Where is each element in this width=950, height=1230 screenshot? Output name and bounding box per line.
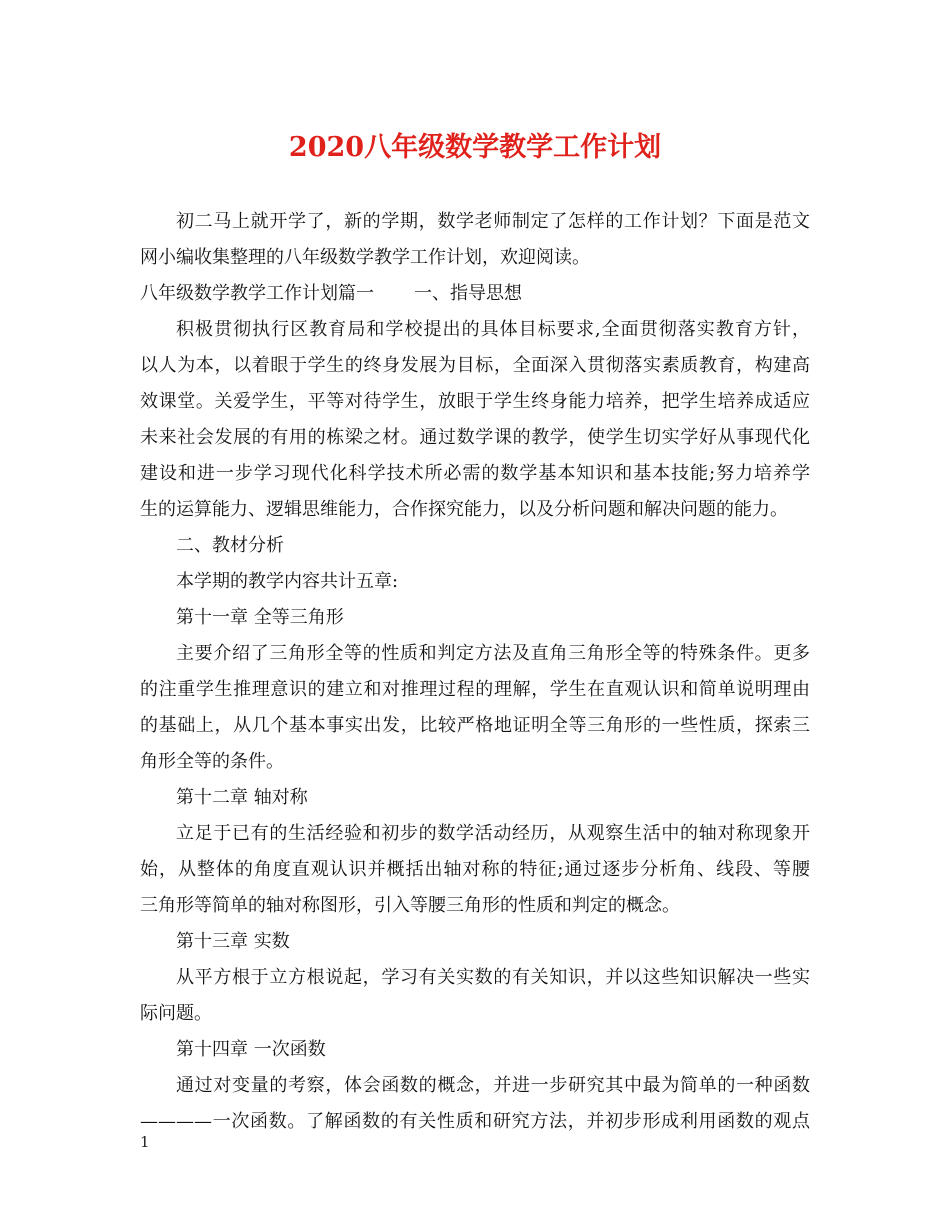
- chapter-13-line-1: 从平方根于立方根说起，学习有关实数的有关知识，并以这些知识解决一些实: [176, 967, 810, 988]
- guiding-ideas-line-1: 积极贯彻执行区教育局和学校提出的具体目标要求,全面贯彻落实教育方针，: [176, 319, 810, 340]
- chapter-13-heading: 第十三章 实数: [176, 931, 290, 952]
- guiding-ideas-line-2: 以人为本，以着眼于学生的终身发展为目标，全面深入贯彻落实素质教育，构建高: [140, 355, 810, 376]
- textbook-analysis-heading: 二、教材分析: [176, 535, 284, 556]
- content-summary-line: 本学期的教学内容共计五章:: [176, 571, 399, 592]
- chapter-11-heading: 第十一章 全等三角形: [176, 607, 344, 628]
- intro-line-2: 网小编收集整理的八年级数学教学工作计划，欢迎阅读。: [140, 247, 590, 268]
- page-title: 2020八年级数学教学工作计划: [288, 132, 662, 163]
- chapter-12-line-2: 始，从整体的角度直观认识并概括出轴对称的特征;通过逐步分析角、线段、等腰: [140, 859, 810, 880]
- section-heading-line: [140, 276, 810, 312]
- chapter-12-line-1: 立足于已有的生活经验和初步的数学活动经历，从观察生活中的轴对称现象开: [176, 823, 810, 844]
- chapter-12-line-3: 三角形等简单的轴对称图形，引入等腰三角形的性质和判定的概念。: [140, 895, 680, 916]
- section-heading-title: 八年级数学教学工作计划篇一: [140, 283, 374, 304]
- chapter-11-line-1: 主要介绍了三角形全等的性质和判定方法及直角三角形全等的特殊条件。更多: [176, 643, 810, 664]
- page-number: 1: [140, 1133, 150, 1151]
- guiding-ideas-line-5: 建设和进一步学习现代化科学技术所必需的数学基本知识和基本技能;努力培养学: [140, 463, 810, 484]
- chapter-13-line-2: 际问题。: [140, 1003, 212, 1024]
- chapter-11-line-4: 角形全等的条件。: [140, 751, 284, 772]
- chapter-11-line-3: 的基础上，从几个基本事实出发，比较严格地证明全等三角形的一些性质，探索三: [140, 715, 810, 736]
- chapter-11-line-2: 的注重学生推理意识的建立和对推理过程的理解，学生在直观认识和简单说明理由: [140, 679, 810, 700]
- chapter-14-heading: 第十四章 一次函数: [176, 1039, 326, 1060]
- section-heading-subtitle: 一、指导思想: [414, 283, 522, 304]
- chapter-12-heading: 第十二章 轴对称: [176, 787, 308, 808]
- chapter-14-line-1: 通过对变量的考察，体会函数的概念，并进一步研究其中最为简单的一种函数: [176, 1075, 810, 1096]
- chapter-14-line-2: ————一次函数。了解函数的有关性质和研究方法，并初步形成利用函数的观点: [140, 1111, 810, 1132]
- guiding-ideas-line-6: 生的运算能力、逻辑思维能力，合作探究能力，以及分析问题和解决问题的能力。: [140, 499, 788, 520]
- guiding-ideas-line-3: 效课堂。关爱学生，平等对待学生，放眼于学生终身能力培养，把学生培养成适应: [140, 391, 810, 412]
- guiding-ideas-line-4: 未来社会发展的有用的栋梁之材。通过数学课的教学，使学生切实学好从事现代化: [140, 427, 810, 448]
- intro-line-1: 初二马上就开学了，新的学期，数学老师制定了怎样的工作计划？下面是范文: [176, 211, 810, 232]
